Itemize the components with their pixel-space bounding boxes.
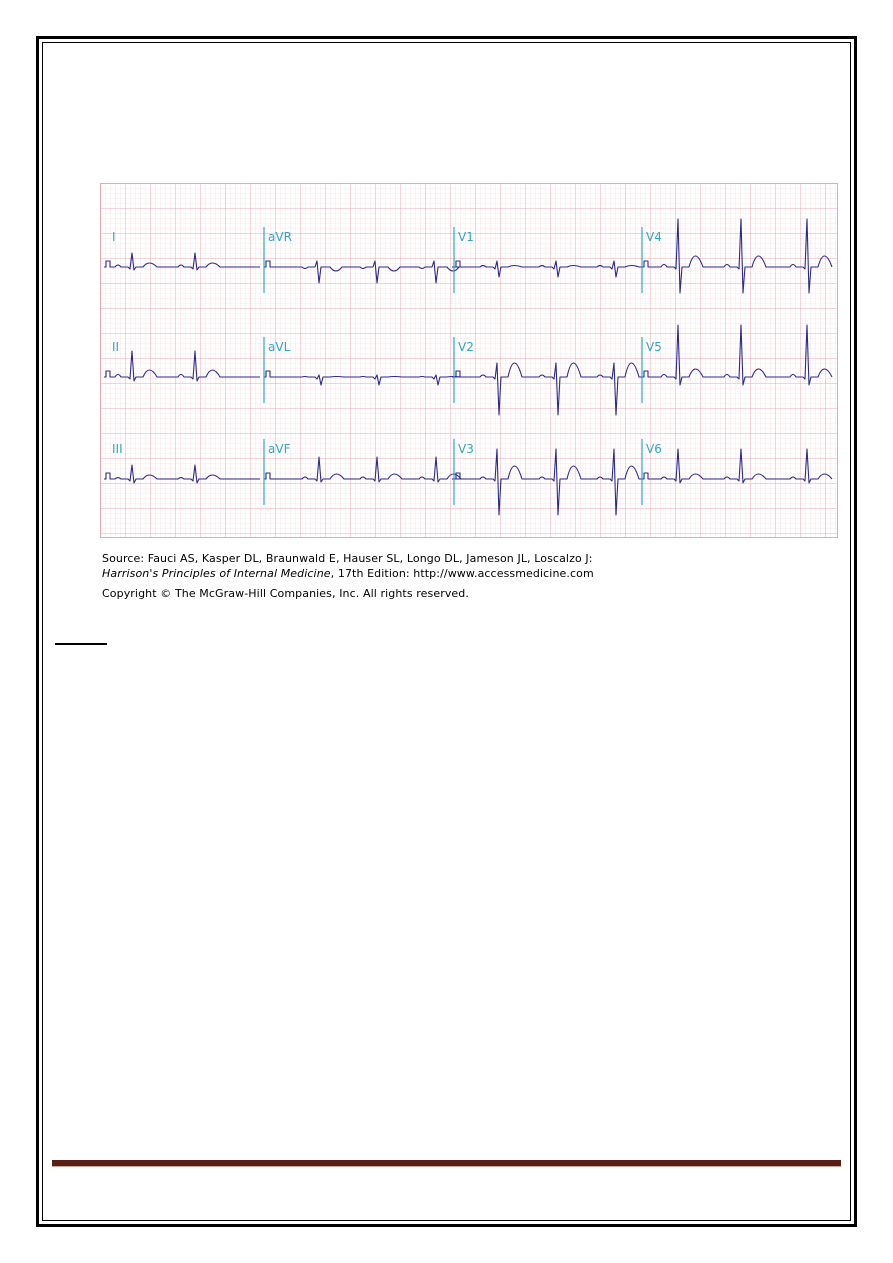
lead-label-ii: II — [112, 340, 120, 354]
lead-label-v3: V3 — [458, 442, 474, 456]
lead-label-iii: III — [112, 442, 123, 456]
lead-label-v4: V4 — [646, 230, 662, 244]
edition-url: , 17th Edition: http://www.accessmedicine.com — [330, 567, 594, 580]
lead-label-i: I — [112, 230, 116, 244]
footer-rule — [52, 1160, 841, 1167]
lead-label-avl: aVL — [268, 340, 291, 354]
lead-label-avf: aVF — [268, 442, 291, 456]
lead-label-v2: V2 — [458, 340, 474, 354]
ecg-figure — [100, 183, 838, 538]
copyright-notice — [102, 587, 469, 600]
section-underline — [55, 643, 107, 645]
source-citation — [102, 552, 593, 565]
ecg-chart — [100, 183, 838, 538]
lead-label-v1: V1 — [458, 230, 474, 244]
book-title: Harrison's Principles of Internal Medicine — [102, 567, 331, 580]
lead-label-avr: aVR — [268, 230, 292, 244]
book-reference — [102, 567, 594, 580]
lead-label-v5: V5 — [646, 340, 662, 354]
lead-label-v6: V6 — [646, 442, 662, 456]
copyright-text: Copyright © The McGraw-Hill Companies, Inc. All rights reserved. — [102, 587, 469, 600]
source-prefix: Source: Fauci AS, Kasper DL, Braunwald E, Hauser SL, Longo DL, Jameson JL, Loscalzo J: — [102, 552, 593, 565]
